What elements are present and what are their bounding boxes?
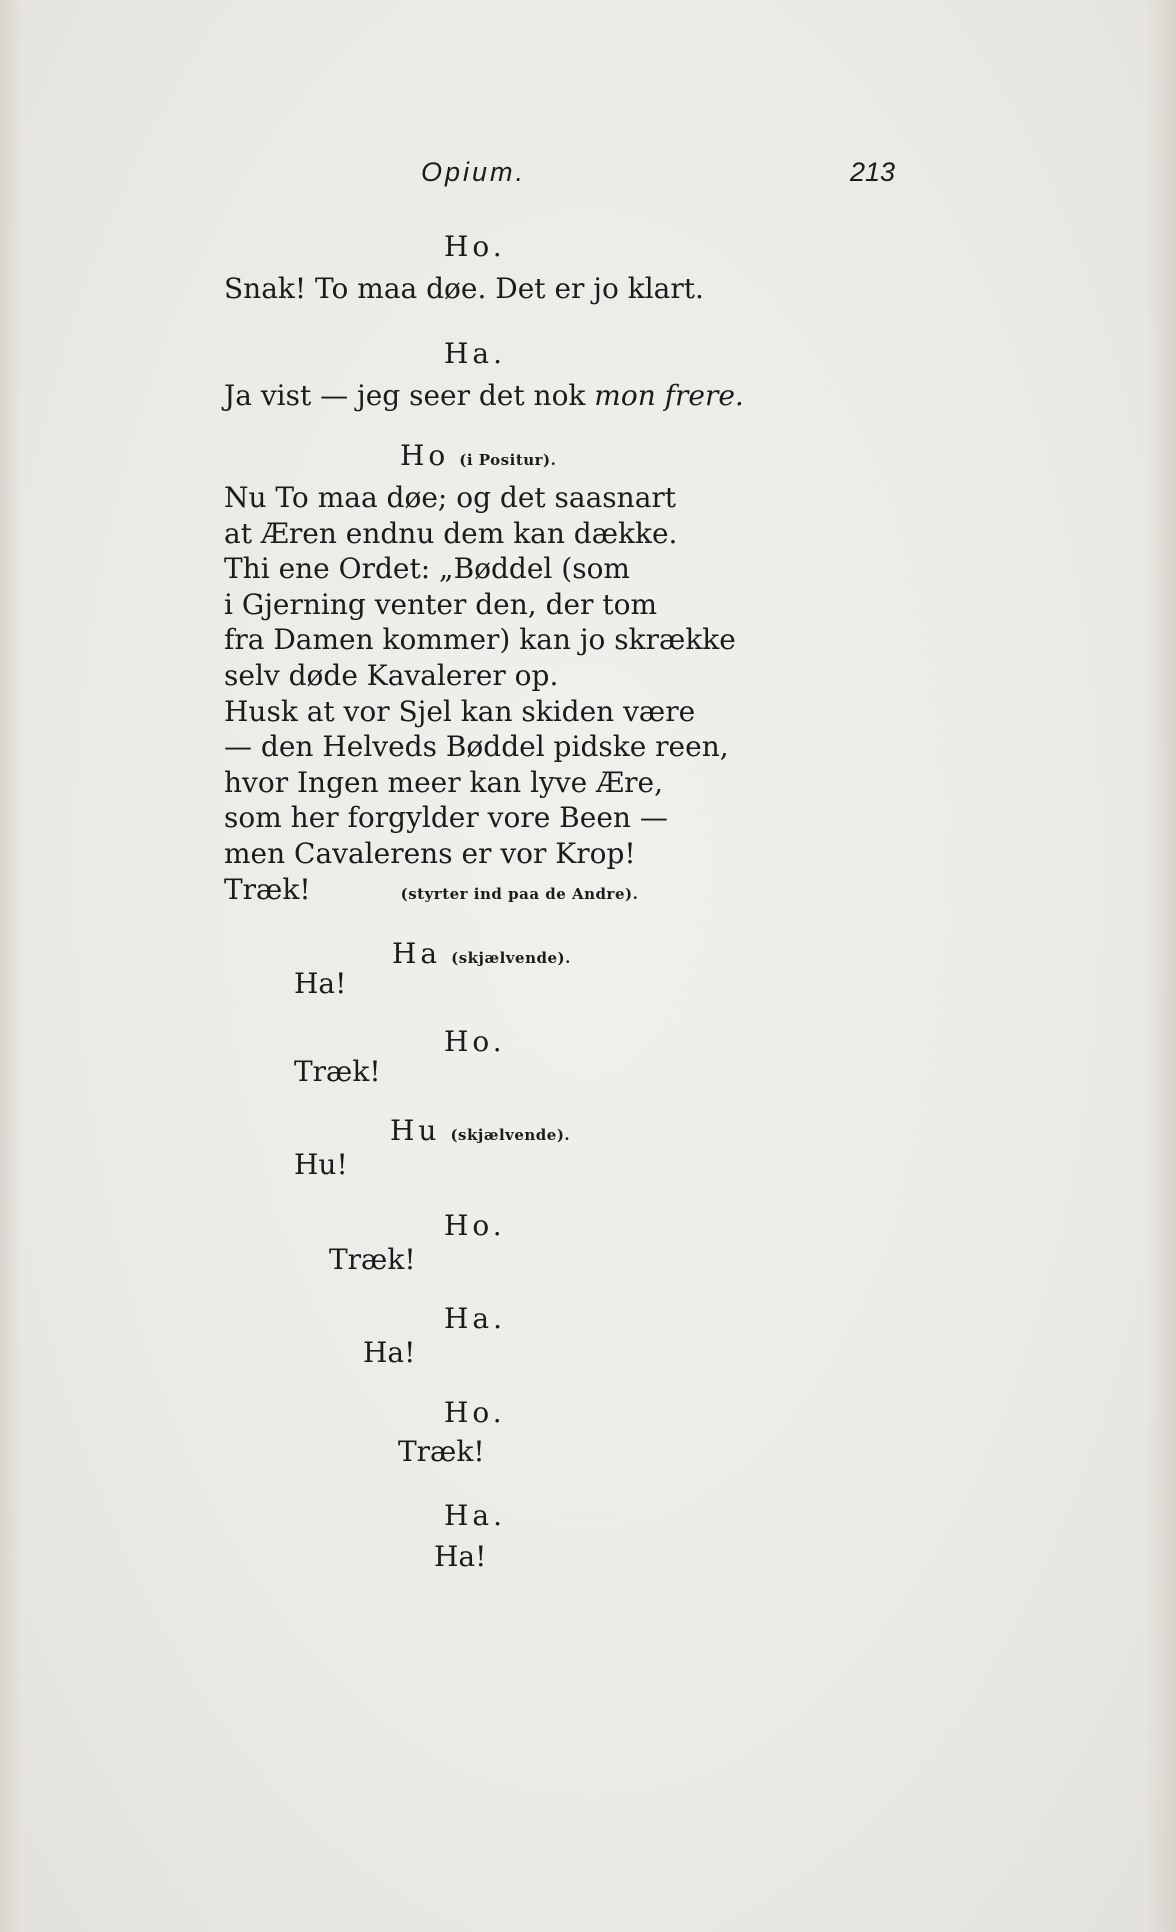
dialogue-line: Ha! — [434, 1540, 487, 1573]
speaker-heading — [390, 1114, 570, 1147]
speaker-heading — [392, 937, 571, 970]
verse-line: Thi ene Ordet: „Bøddel (som — [224, 552, 630, 586]
dialogue-line: Træk! — [329, 1243, 416, 1276]
stage-direction: (styrter ind paa de Andre). — [400, 884, 639, 903]
verse-line: at Æren endnu dem kan dække. — [224, 516, 678, 550]
verse-line: fra Damen kommer) kan jo skrække — [224, 623, 736, 657]
speaker-name: Ha — [392, 937, 442, 970]
verse-line: — den Helveds Bøddel pidske reen, — [224, 730, 729, 764]
speaker-name: Hu — [390, 1114, 441, 1147]
dialogue-line: Ha! — [363, 1336, 416, 1369]
speaker-name: Ho. — [444, 230, 506, 263]
speaker-heading — [400, 439, 556, 472]
verse-stanza — [224, 480, 736, 912]
verse-line: men Cavalerens er vor Krop! — [224, 836, 636, 870]
stage-direction: (skjælvende). — [450, 1126, 571, 1144]
verse-line: hvor Ingen meer kan lyve Ære, — [224, 765, 664, 799]
verse-line: Husk at vor Sjel kan skiden være — [224, 694, 696, 728]
verse-line: Træk! — [224, 872, 311, 906]
verse-line-with-direction — [224, 872, 736, 913]
stage-direction: (i Positur). — [459, 451, 557, 469]
verse-line: i Gjerning venter den, der tom — [224, 587, 658, 621]
verse-line: Nu To maa døe; og det saasnart — [224, 481, 677, 514]
verse-line: selv døde Kavalerer op. — [224, 658, 559, 692]
dialogue-line-italic: mon frere. — [594, 379, 744, 412]
dialogue-line-regular: Ja vist — jeg seer det nok — [224, 379, 586, 412]
page-edge-shadow-left — [0, 0, 22, 1932]
speaker-name: Ho. — [444, 1209, 506, 1242]
dialogue-line: Træk! — [398, 1435, 485, 1468]
dialogue-line: Ha! — [294, 967, 347, 1000]
page-edge-shadow-right — [1146, 0, 1176, 1932]
dialogue-line — [224, 379, 744, 412]
running-title: Opium. — [421, 157, 527, 187]
speaker-name: Ha. — [444, 337, 507, 370]
speaker-name: Ha. — [444, 1499, 507, 1532]
dialogue-line: Snak! To maa døe. Det er jo klart. — [224, 272, 704, 305]
dialogue-line: Hu! — [294, 1148, 348, 1181]
speaker-name: Ho. — [444, 1396, 506, 1429]
speaker-name: Ho. — [444, 1025, 506, 1058]
speaker-name: Ho — [400, 439, 450, 472]
stage-direction: (skjælvende). — [451, 949, 571, 967]
speaker-name: Ha. — [444, 1302, 507, 1335]
verse-line: som her forgylder vore Been — — [224, 801, 668, 835]
page-number: 213 — [850, 157, 896, 187]
dialogue-line: Træk! — [294, 1055, 381, 1088]
